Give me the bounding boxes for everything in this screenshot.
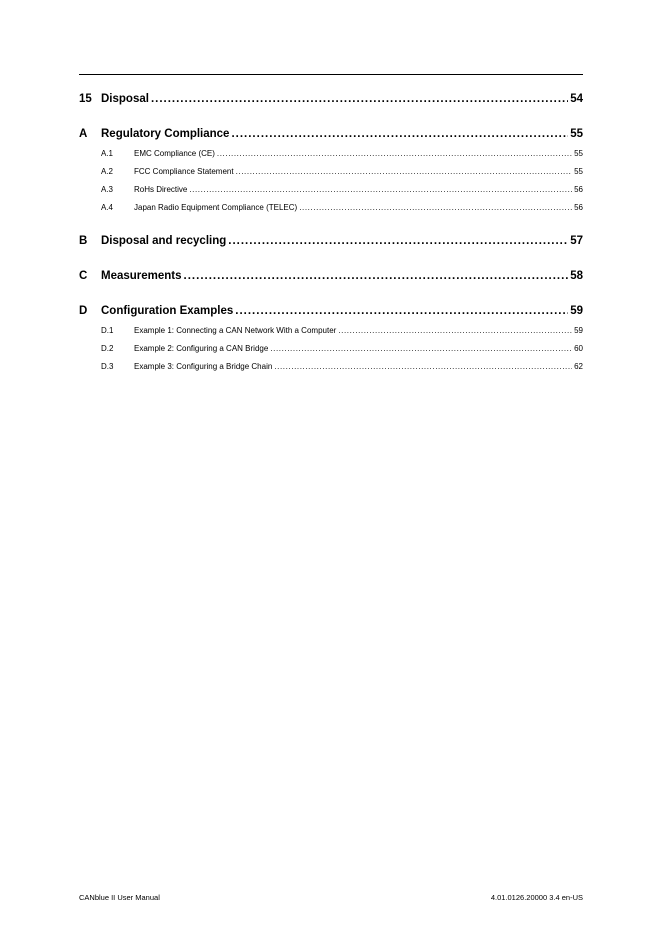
toc-subentry-japan-radio[interactable]: [79, 199, 583, 217]
toc-subentry-page: 55: [574, 167, 583, 176]
toc-entry-title: Disposal: [101, 93, 149, 105]
toc-subentry-number: A.3: [101, 185, 114, 194]
toc-entry-page: 54: [570, 93, 583, 105]
toc-subentry-page: 60: [574, 344, 583, 353]
page-footer: [79, 893, 583, 902]
toc-entry-configuration-examples[interactable]: [79, 300, 583, 322]
toc-entry-title: Regulatory Compliance: [101, 128, 230, 140]
footer-document-number: 4.01.0126.20000 3.4 en-US: [490, 893, 583, 902]
toc-entry-number: C: [79, 270, 88, 282]
toc-subentry-example-3[interactable]: [79, 358, 583, 376]
toc-subentry-page: 56: [574, 203, 583, 212]
toc-subentry-title: Example 2: Configuring a CAN Bridge: [134, 344, 269, 353]
toc-subentry-title: EMC Compliance (CE): [134, 149, 215, 158]
dot-leader: [228, 230, 568, 252]
toc-subentry-title: FCC Compliance Statement: [134, 167, 234, 176]
toc-subentry-title: Japan Radio Equipment Compliance (TELEC): [134, 203, 298, 212]
toc-subentry-page: 55: [574, 149, 583, 158]
toc-entry-title: Configuration Examples: [101, 305, 234, 317]
toc-entry-disposal[interactable]: [79, 88, 583, 110]
toc-entry-title: Measurements: [101, 270, 182, 282]
toc-subentry-example-1[interactable]: [79, 322, 583, 340]
dot-leader: [217, 145, 572, 163]
toc-entry-page: 55: [570, 128, 583, 140]
dot-leader: [338, 322, 572, 340]
table-of-contents: [79, 88, 583, 376]
toc-entry-number: 15: [79, 93, 92, 105]
dot-leader: [274, 358, 572, 376]
toc-entry-measurements[interactable]: [79, 265, 583, 287]
toc-subentry-number: D.1: [101, 326, 114, 335]
toc-subentry-number: D.2: [101, 344, 114, 353]
toc-subentry-example-2[interactable]: [79, 340, 583, 358]
toc-subentry-number: D.3: [101, 362, 114, 371]
toc-subentry-number: A.4: [101, 203, 114, 212]
toc-subentry-title: RoHs Directive: [134, 185, 188, 194]
toc-entry-page: 59: [570, 305, 583, 317]
toc-entry-page: 58: [570, 270, 583, 282]
toc-entry-regulatory-compliance[interactable]: [79, 123, 583, 145]
toc-entry-number: A: [79, 128, 88, 140]
dot-leader: [270, 340, 572, 358]
dot-leader: [236, 163, 573, 181]
dot-leader: [231, 123, 568, 145]
toc-entry-disposal-recycling[interactable]: [79, 230, 583, 252]
toc-entry-title: Disposal and recycling: [101, 235, 227, 247]
toc-subentry-fcc-compliance[interactable]: [79, 163, 583, 181]
toc-subentry-title: Example 3: Configuring a Bridge Chain: [134, 362, 273, 371]
header-rule: [79, 74, 583, 75]
toc-subentry-page: 56: [574, 185, 583, 194]
toc-subentry-title: Example 1: Connecting a CAN Network With a Computer: [134, 326, 337, 335]
toc-subentry-rohs-directive[interactable]: [79, 181, 583, 199]
dot-leader: [189, 181, 572, 199]
toc-subentry-number: A.1: [101, 149, 114, 158]
toc-subentry-number: A.2: [101, 167, 114, 176]
toc-entry-number: D: [79, 305, 88, 317]
toc-entry-number: B: [79, 235, 88, 247]
dot-leader: [184, 265, 569, 287]
toc-subentry-page: 62: [574, 362, 583, 371]
footer-document-title: CANblue II User Manual: [79, 893, 160, 902]
dot-leader: [235, 300, 568, 322]
dot-leader: [151, 88, 568, 110]
toc-subentry-page: 59: [574, 326, 583, 335]
toc-subentry-emc-compliance[interactable]: [79, 145, 583, 163]
toc-entry-page: 57: [570, 235, 583, 247]
dot-leader: [299, 199, 572, 217]
